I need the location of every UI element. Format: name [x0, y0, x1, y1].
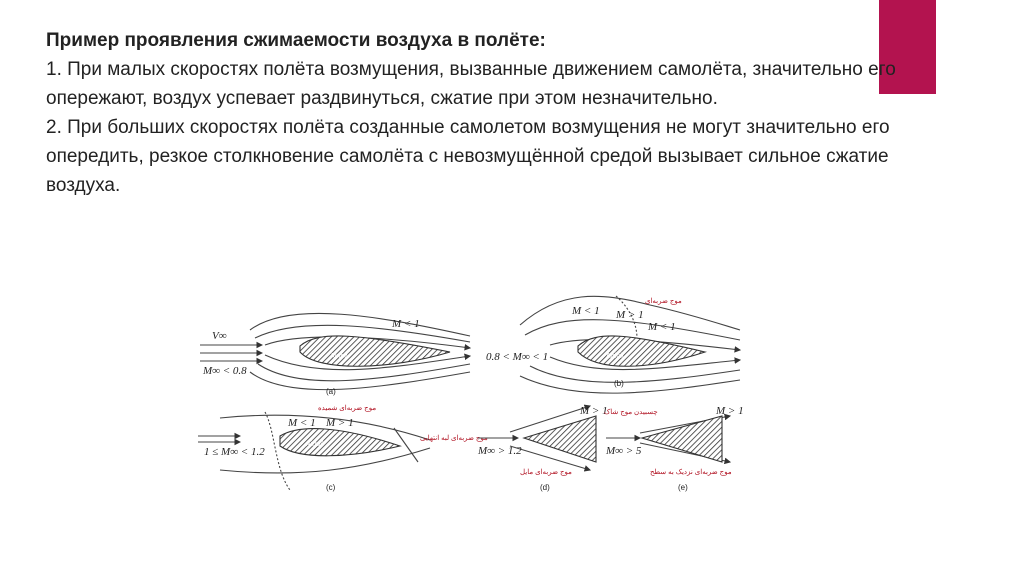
- label-mach-b: 0.8 < M∞ < 1: [486, 351, 549, 363]
- note-top-d: چسبیدن موج شاک: [604, 409, 658, 416]
- label-mach-e: M∞ > 5: [606, 445, 642, 457]
- airfoil-label-b: Airfoil: [606, 353, 624, 360]
- label-msup-d: M > 1: [580, 405, 608, 417]
- label-mach-a: M∞ < 0.8: [203, 365, 247, 377]
- slide-title: Пример проявления сжимаемости воздуха в полёте:: [46, 30, 546, 51]
- caption-b: (b): [614, 379, 624, 388]
- airfoil-label-c: Airfoil: [306, 441, 324, 448]
- label-msub-c: M < 1: [288, 417, 316, 429]
- note-tail-c: موج ضربه‌ای لبه انتهایی: [420, 435, 488, 442]
- label-msup-e: M > 1: [716, 405, 744, 417]
- label-msub2-b: M < 1: [648, 321, 676, 333]
- note-bow-c: موج ضربه‌ای شمیده: [318, 405, 377, 412]
- label-msup-b: M > 1: [616, 309, 644, 321]
- caption-a: (a): [326, 387, 336, 396]
- caption-e: (e): [678, 483, 688, 492]
- panel-d: [478, 406, 596, 470]
- caption-d: (d): [540, 483, 550, 492]
- label-msup-c: M > 1: [326, 417, 354, 429]
- note-b: موج ضربه‌ای: [645, 298, 682, 305]
- label-v: V∞: [212, 330, 227, 342]
- panel-a: [200, 313, 470, 389]
- paragraph-1: 1. При малых скоростях полёта возмущения, вызванные движением самолёта, значительно его опережают, воздух успевает раздвинуться, сжатие при этом незначительно.: [46, 59, 896, 109]
- airfoil-shape: [300, 336, 450, 366]
- label-m-a: M < 1: [392, 318, 420, 330]
- wedge-e: [642, 416, 722, 462]
- wedge-d: [524, 416, 596, 462]
- label-mach-c: 1 ≤ M∞ < 1.2: [204, 446, 265, 458]
- caption-c: (c): [326, 483, 336, 492]
- airfoil-label-a: Airfoil: [330, 353, 348, 360]
- bow-shock: [265, 412, 290, 490]
- paragraph-2: 2. При больших скоростях полёта созданные самолетом возмущения не могут значительно его опередить, резкое столкновение самолёта с невозмущённой средой вызывает сильное сжатие воздуха.: [46, 117, 890, 196]
- label-msub-b: M < 1: [572, 305, 600, 317]
- label-mach-d: M∞ > 1.2: [478, 445, 522, 457]
- note-shock-d: موج ضربه‌ای مایل: [520, 469, 572, 476]
- note-bottom-e: موج ضربه‌ای نزدیک به سطح: [650, 469, 732, 476]
